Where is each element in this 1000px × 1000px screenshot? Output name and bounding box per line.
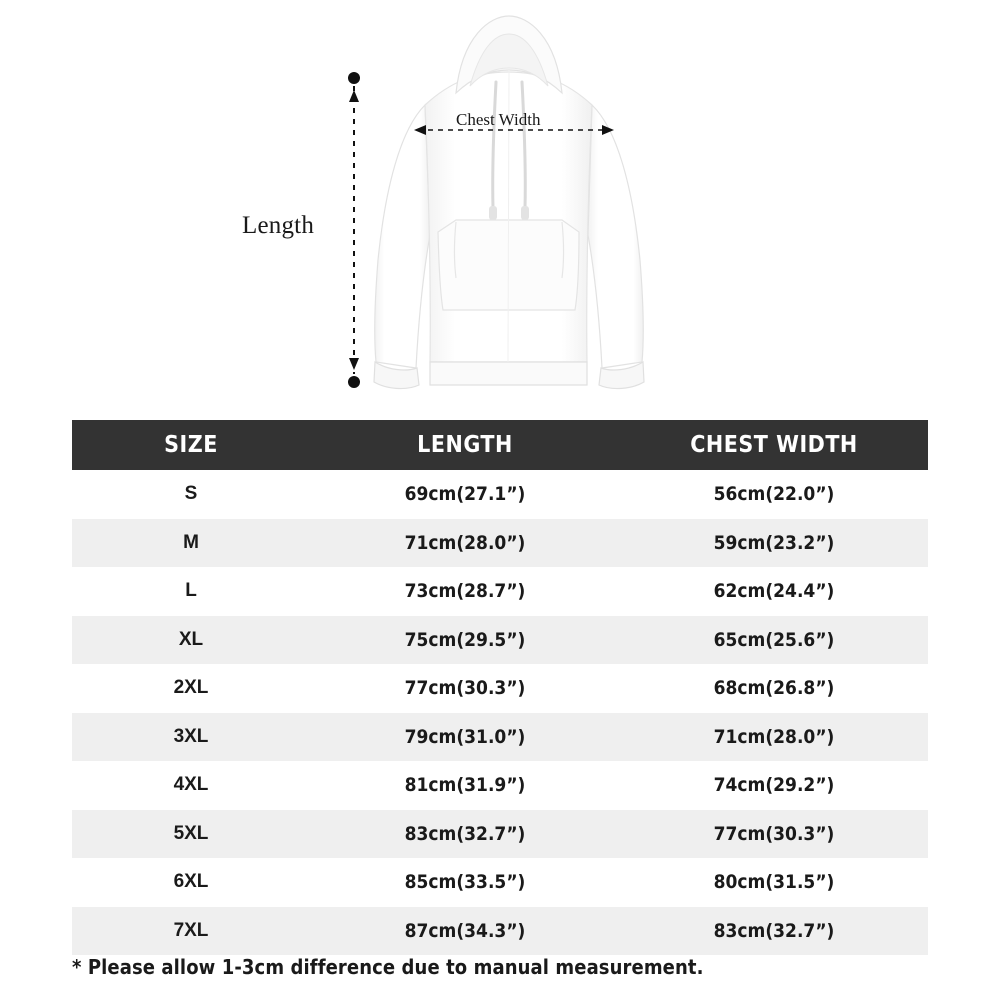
cell-chest: 56cm(22.0”) xyxy=(620,470,928,519)
hoodie-graphic xyxy=(330,10,690,410)
cell-size: 4XL xyxy=(72,761,310,810)
garment-illustration xyxy=(0,0,1000,415)
cell-chest: 68cm(26.8”) xyxy=(620,664,928,713)
cell-size: 3XL xyxy=(72,713,310,762)
column-header-size: SIZE xyxy=(72,420,310,470)
cell-size: 2XL xyxy=(72,664,310,713)
cell-length: 87cm(34.3”) xyxy=(310,907,620,956)
cell-size: L xyxy=(72,567,310,616)
cell-size: S xyxy=(72,470,310,519)
cell-length: 69cm(27.1”) xyxy=(310,470,620,519)
cell-chest: 59cm(23.2”) xyxy=(620,519,928,568)
cell-length: 81cm(31.9”) xyxy=(310,761,620,810)
cell-chest: 62cm(24.4”) xyxy=(620,567,928,616)
column-header-chest: CHEST WIDTH xyxy=(620,420,928,470)
table-row xyxy=(72,713,928,762)
table-row xyxy=(72,810,928,859)
table-row xyxy=(72,567,928,616)
column-header-length: LENGTH xyxy=(310,420,620,470)
table-row xyxy=(72,761,928,810)
cell-size: M xyxy=(72,519,310,568)
length-label: Length xyxy=(242,212,315,239)
table-header-row xyxy=(72,420,928,470)
cell-size: 7XL xyxy=(72,907,310,956)
cell-length: 71cm(28.0”) xyxy=(310,519,620,568)
cell-length: 77cm(30.3”) xyxy=(310,664,620,713)
size-table xyxy=(72,420,928,955)
cell-chest: 83cm(32.7”) xyxy=(620,907,928,956)
cell-length: 73cm(28.7”) xyxy=(310,567,620,616)
cell-size: 5XL xyxy=(72,810,310,859)
measurement-footnote: * Please allow 1-3cm difference due to manual measurement. xyxy=(72,955,704,979)
cell-chest: 65cm(25.6”) xyxy=(620,616,928,665)
length-measure-arrow xyxy=(340,70,368,390)
cell-length: 75cm(29.5”) xyxy=(310,616,620,665)
chest-width-label: Chest Width xyxy=(456,110,541,129)
table-row xyxy=(72,519,928,568)
cell-chest: 77cm(30.3”) xyxy=(620,810,928,859)
cell-size: 6XL xyxy=(72,858,310,907)
table-row xyxy=(72,470,928,519)
cell-length: 83cm(32.7”) xyxy=(310,810,620,859)
cell-chest: 80cm(31.5”) xyxy=(620,858,928,907)
table-row xyxy=(72,907,928,956)
table-row xyxy=(72,616,928,665)
cell-length: 79cm(31.0”) xyxy=(310,713,620,762)
table-row xyxy=(72,664,928,713)
cell-length: 85cm(33.5”) xyxy=(310,858,620,907)
cell-size: XL xyxy=(72,616,310,665)
cell-chest: 74cm(29.2”) xyxy=(620,761,928,810)
cell-chest: 71cm(28.0”) xyxy=(620,713,928,762)
table-row xyxy=(72,858,928,907)
